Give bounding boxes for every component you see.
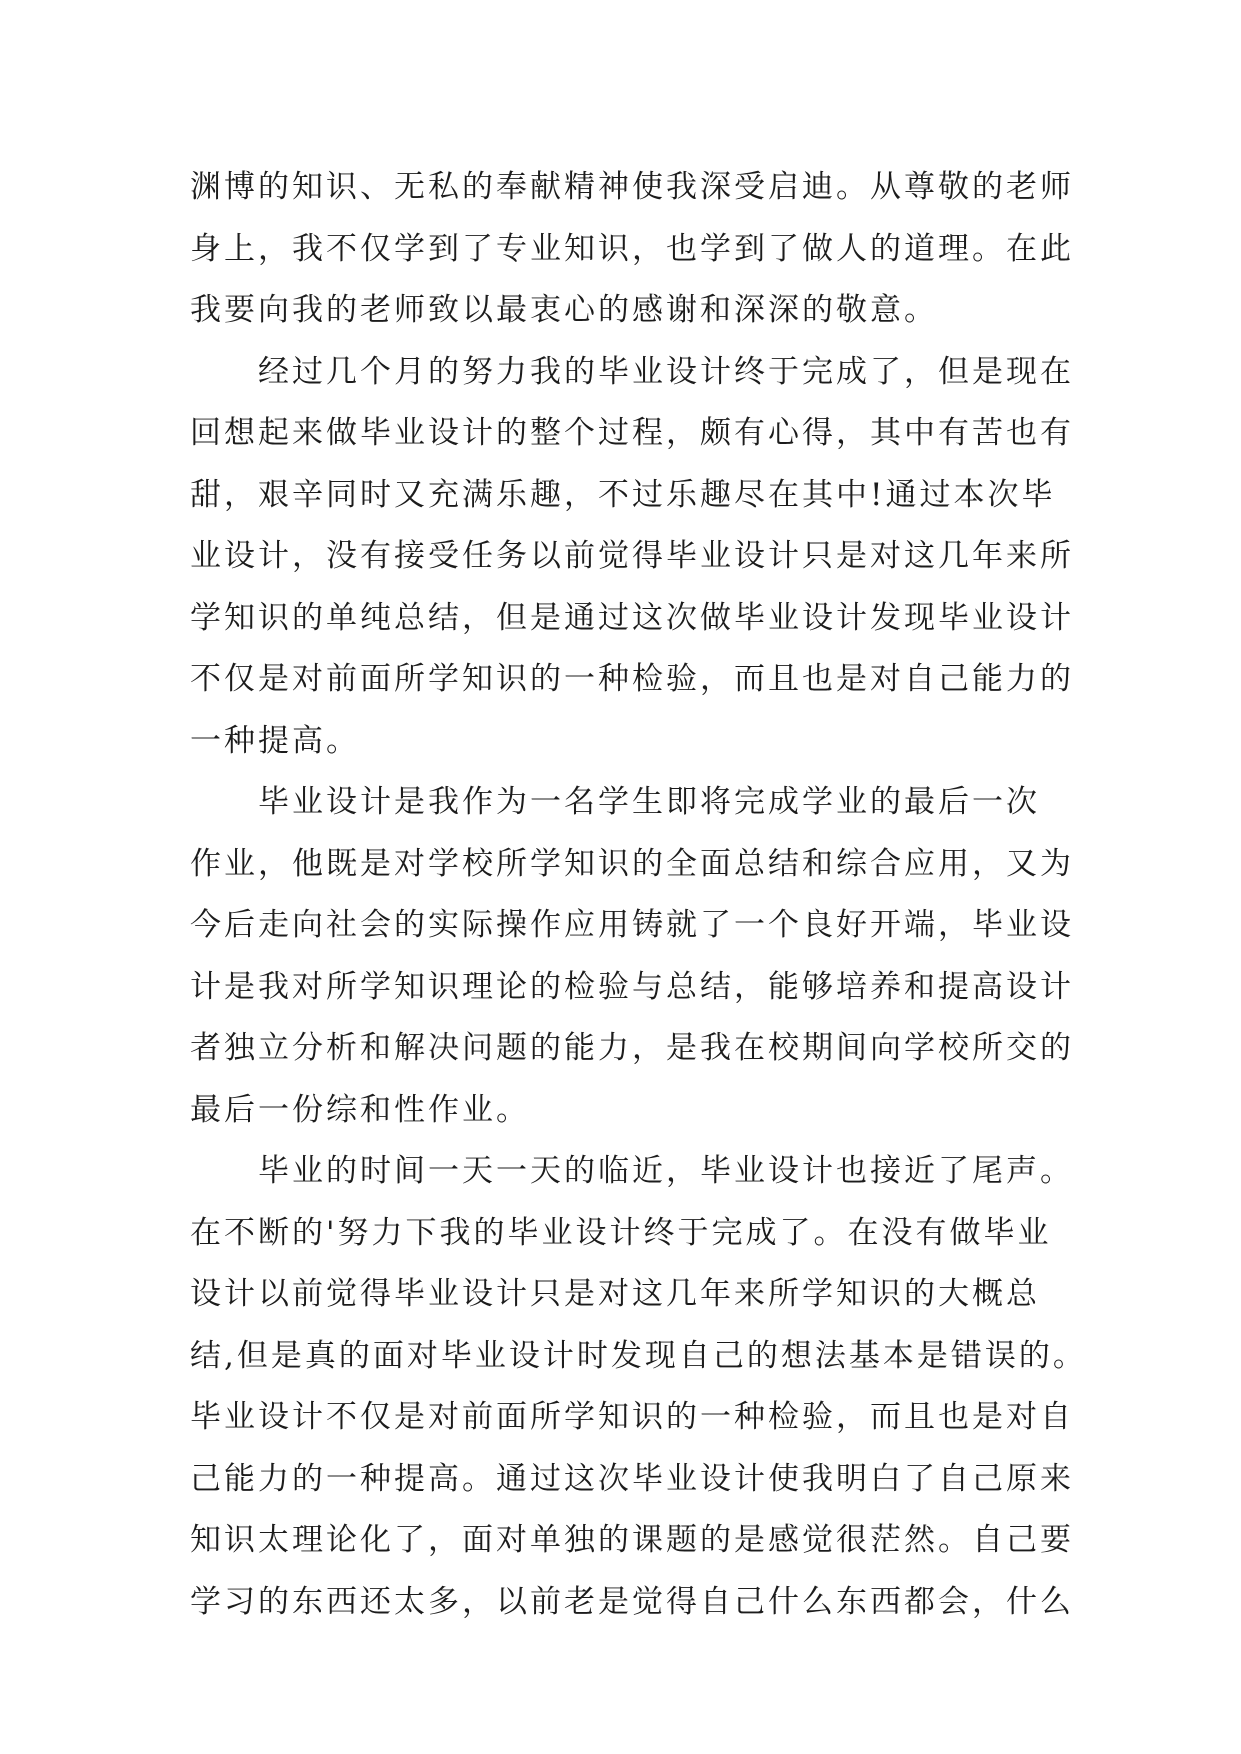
text-line: 结,但是真的面对毕业设计时发现自己的想法基本是错误的。 <box>190 1337 1087 1374</box>
text-line: 一种提高。 <box>190 722 360 759</box>
text-line: 学习的东西还太多，以前老是觉得自己什么东西都会，什么 <box>190 1583 1074 1620</box>
text-line: 在不断的'努力下我的毕业设计终于完成了。在没有做毕业 <box>190 1214 1052 1251</box>
paragraph-start-line: 毕业的时间一天一天的临近，毕业设计也接近了尾声。 <box>258 1153 1074 1189</box>
text-line: 计是我对所学知识理论的检验与总结，能够培养和提高设计 <box>190 968 1074 1005</box>
body-text <box>190 157 1087 1633</box>
text-line: 己能力的一种提高。通过这次毕业设计使我明白了自己原来 <box>190 1460 1074 1497</box>
text-line: 知识太理论化了，面对单独的课题的是感觉很茫然。自己要 <box>190 1522 1074 1558</box>
paragraph-start-line: 经过几个月的努力我的毕业设计终于完成了，但是现在 <box>258 353 1074 390</box>
text-line: 我要向我的老师致以最衷心的感谢和深深的敬意。 <box>190 292 938 328</box>
text-line: 设计以前觉得毕业设计只是对这几年来所学知识的大概总 <box>190 1276 1040 1312</box>
text-line: 者独立分析和解决问题的能力，是我在校期间向学校所交的 <box>190 1030 1074 1066</box>
text-line: 身上，我不仅学到了专业知识，也学到了做人的道理。在此 <box>190 230 1074 267</box>
text-line: 业设计，没有接受任务以前觉得毕业设计只是对这几年来所 <box>190 538 1074 574</box>
text-line: 渊博的知识、无私的奉献精神使我深受启迪。从尊敬的老师 <box>190 169 1074 205</box>
text-line: 毕业设计不仅是对前面所学知识的一种检验，而且也是对自 <box>190 1399 1074 1435</box>
text-line: 作业，他既是对学校所学知识的全面总结和综合应用，又为 <box>190 845 1074 882</box>
paragraph-start-line: 毕业设计是我作为一名学生即将完成学业的最后一次 <box>258 784 1040 820</box>
text-line: 今后走向社会的实际操作应用铸就了一个良好开端，毕业设 <box>190 907 1074 943</box>
text-line: 最后一份综和性作业。 <box>190 1091 530 1128</box>
text-line: 甜，艰辛同时又充满乐趣，不过乐趣尽在其中!通过本次毕 <box>190 476 1056 513</box>
text-line: 不仅是对前面所学知识的一种检验，而且也是对自己能力的 <box>190 661 1074 697</box>
text-line: 学知识的单纯总结，但是通过这次做毕业设计发现毕业设计 <box>190 599 1074 636</box>
text-line: 回想起来做毕业设计的整个过程，颇有心得，其中有苦也有 <box>190 415 1074 451</box>
